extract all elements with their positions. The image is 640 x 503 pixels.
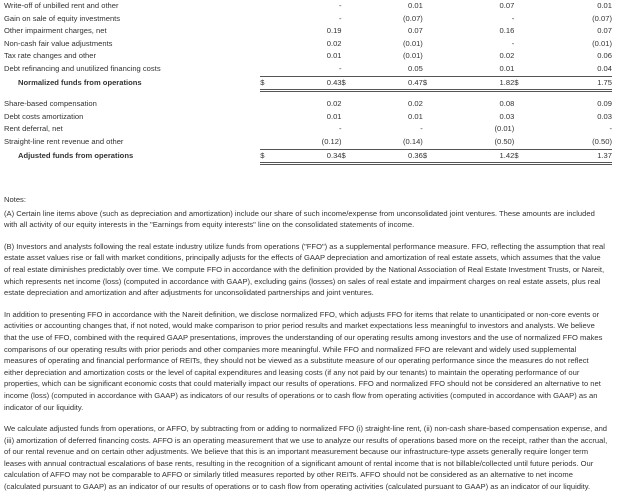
- currency-spacer: [514, 13, 524, 26]
- cell-value: 1.37: [524, 149, 612, 164]
- currency-spacer: [260, 98, 270, 111]
- currency-spacer: [342, 63, 352, 76]
- currency-spacer: [260, 38, 270, 51]
- currency-spacer: [423, 111, 433, 124]
- cell-value: -: [609, 124, 612, 134]
- cell-value: 0.06: [597, 51, 612, 61]
- currency-spacer: [342, 98, 352, 111]
- cell-value: -: [511, 38, 515, 48]
- table-block-2: [4, 98, 612, 149]
- table-row: [4, 63, 612, 76]
- cell-value: 0.36: [352, 149, 423, 164]
- currency-symbol: $: [423, 76, 433, 91]
- currency-spacer: [342, 136, 352, 149]
- table-row: [4, 111, 612, 124]
- cell-value: (0.07): [402, 13, 423, 23]
- currency-spacer: [342, 38, 352, 51]
- row-label: Debt costs amortization: [4, 111, 84, 121]
- cell-value: (0.01): [402, 51, 423, 61]
- currency-spacer: [260, 136, 270, 149]
- currency-spacer: [342, 0, 352, 13]
- currency-spacer: [342, 123, 352, 136]
- note-b: (B) Investors and analysts following the real estate industry utilize funds from operations ("FFO") as a supplemental performance measure. FFO, reflecting the assumption that real estate asset values rise or fall with market conditions, principally adjusts for the effects of GAAP depreciation and amortization of real estate assets, which assumes that the value of real estate diminishes predictably over time. We compute FFO in accordance with the definition provided by the National Association of Real Estate Investment Trusts, or Nareit, which represents net income (loss) (computed in accordance with GAAP), excluding gains (losses) on sales of real estate and impairment charges on real estate assets, plus real estate depreciation and amortization and after adjustments for unconsolidated partnerships and joint ventures.: [4, 241, 605, 298]
- currency-spacer: [342, 13, 352, 26]
- currency-spacer: [423, 136, 433, 149]
- table-row: [4, 0, 612, 13]
- currency-spacer: [260, 13, 270, 26]
- cell-value: 1.75: [524, 76, 612, 91]
- currency-symbol: $: [514, 149, 524, 164]
- cell-value: 0.16: [499, 26, 515, 36]
- cell-value: 0.08: [499, 99, 515, 109]
- currency-spacer: [514, 98, 524, 111]
- currency-spacer: [423, 63, 433, 76]
- cell-value: 0.07: [499, 1, 515, 10]
- cell-value: -: [511, 13, 515, 23]
- cell-value: 0.03: [597, 111, 612, 121]
- row-label: Adjusted funds from operations: [18, 151, 134, 161]
- cell-value: (0.01): [592, 38, 612, 48]
- currency-spacer: [423, 50, 433, 63]
- cell-value: 1.42: [433, 149, 514, 164]
- affo-total-row: [4, 149, 612, 164]
- currency-spacer: [423, 98, 433, 111]
- cell-value: (0.14): [402, 136, 423, 146]
- currency-symbol: $: [342, 76, 352, 91]
- currency-spacer: [260, 63, 270, 76]
- cell-value: 0.43: [270, 76, 341, 91]
- cell-value: 0.01: [499, 63, 515, 73]
- cell-value: -: [338, 124, 342, 134]
- table-row: [4, 123, 612, 136]
- currency-spacer: [342, 50, 352, 63]
- table-row: [4, 13, 612, 26]
- cell-value: -: [338, 63, 342, 73]
- notes-section: [4, 194, 608, 503]
- note-a: (A) Certain line items above (such as depreciation and amortization) include our share of such income/expense from unconsolidated joint ventures. These amounts are included with all activity of our equity interests in the "Earnings from equity interests" line on the consolidated statements of income.: [4, 208, 595, 230]
- currency-spacer: [423, 0, 433, 13]
- cell-value: 0.01: [326, 51, 342, 61]
- row-label: Rent deferral, net: [4, 124, 63, 134]
- cell-value: 0.02: [499, 51, 515, 61]
- normalized-ffo-total-row: [4, 76, 612, 91]
- cell-value: 0.34: [270, 149, 341, 164]
- currency-spacer: [423, 25, 433, 38]
- cell-value: 1.82: [433, 76, 514, 91]
- cell-value: 0.04: [597, 63, 612, 73]
- cell-value: -: [420, 124, 423, 134]
- table-row: [4, 25, 612, 38]
- currency-spacer: [514, 63, 524, 76]
- currency-spacer: [342, 25, 352, 38]
- currency-spacer: [260, 25, 270, 38]
- currency-spacer: [260, 123, 270, 136]
- cell-value: 0.02: [408, 99, 423, 109]
- currency-symbol: $: [260, 76, 270, 91]
- cell-value: (0.12): [321, 136, 342, 146]
- row-label: Straight-line rent revenue and other: [4, 137, 124, 147]
- table-row: [4, 98, 612, 111]
- cell-value: 0.03: [499, 111, 515, 121]
- row-label: Non-cash fair value adjustments: [4, 38, 113, 48]
- cell-value: (0.01): [402, 38, 423, 48]
- cell-value: -: [338, 13, 342, 23]
- currency-spacer: [514, 123, 524, 136]
- currency-spacer: [423, 13, 433, 26]
- currency-spacer: [514, 38, 524, 51]
- note-c: In addition to presenting FFO in accordance with the Nareit definition, we disclose normalized FFO, which adjusts FFO for items that relate to unanticipated or non-core events or activities or accounting changes that, if not noted, would make comparison to prior period results and market expectations less meaningful to investors and analysts. We believe that the use of FFO, combined with the required GAAP presentations, improves the understanding of our operating results among investors and the use of normalized FFO makes comparisons of our operating results with prior periods and other companies more meaningful. While FFO and normalized FFO are relevant and widely used supplemental measures of operating and financial performance of REITs, they should not be viewed as a substitute measure of our operating performance since the measures do not reflect either depreciation and amortization costs or the level of capital expenditures and leasing costs (if any not paid by our tenants) to maintain the operating performance of our properties, which can be significant economic costs that could materially impact our results of operations. FFO and normalized FFO should not be considered an alternative to net income (loss) (computed in accordance with GAAP) as indicators of our results of operations or to cash flow from operating activities (computed in accordance with GAAP) as an indicator of our liquidity.: [4, 309, 603, 412]
- currency-symbol: $: [342, 149, 352, 164]
- cell-value: -: [338, 1, 342, 10]
- currency-spacer: [342, 111, 352, 124]
- currency-spacer: [514, 0, 524, 13]
- cell-value: 0.19: [326, 26, 342, 36]
- row-label: Normalized funds from operations: [18, 78, 142, 88]
- currency-spacer: [260, 0, 270, 13]
- currency-spacer: [260, 111, 270, 124]
- cell-value: 0.07: [597, 26, 612, 36]
- cell-value: 0.02: [326, 38, 342, 48]
- table-row: [4, 136, 612, 149]
- currency-spacer: [514, 136, 524, 149]
- cell-value: (0.50): [592, 136, 612, 146]
- row-label: Gain on sale of equity investments: [4, 13, 121, 23]
- cell-value: 0.05: [408, 63, 423, 73]
- cell-value: 0.07: [408, 26, 423, 36]
- financial-statement-page: [4, 0, 636, 165]
- cell-value: (0.07): [592, 13, 612, 23]
- table-row: [4, 50, 612, 63]
- cell-value: (0.50): [494, 136, 515, 146]
- currency-symbol: $: [514, 76, 524, 91]
- currency-spacer: [423, 123, 433, 136]
- notes-heading: Notes:: [4, 195, 26, 204]
- currency-symbol: $: [260, 149, 270, 164]
- reconciliation-table: [4, 0, 612, 165]
- row-label: Other impairment charges, net: [4, 26, 107, 36]
- row-label: Share-based compensation: [4, 99, 97, 109]
- currency-spacer: [514, 25, 524, 38]
- cell-value: (0.01): [494, 124, 515, 134]
- cell-value: 0.02: [326, 99, 342, 109]
- currency-spacer: [514, 111, 524, 124]
- cell-value: 0.01: [408, 111, 423, 121]
- cell-value: 0.01: [408, 1, 423, 10]
- currency-symbol: $: [423, 149, 433, 164]
- table-block-1: [4, 0, 612, 76]
- table-row: [4, 38, 612, 51]
- currency-spacer: [260, 50, 270, 63]
- currency-spacer: [514, 50, 524, 63]
- row-label: Write-off of unbilled rent and other: [4, 1, 119, 10]
- cell-value: 0.01: [597, 1, 612, 10]
- row-label: Debt refinancing and unutilized financing costs: [4, 64, 161, 74]
- row-label: Tax rate changes and other: [4, 51, 97, 61]
- note-d: We calculate adjusted funds from operations, or AFFO, by subtracting from or adding to normalized FFO (i) straight-line rent, (ii) non-cash share-based compensation expense, and (iii) amortization of deferred financing costs. AFFO is an operating measurement that we use to analyze our results of operations based more on the receipt, rather than the accrual, of our rental revenue and on certain other adjustments. We believe that this is an important measurement because our infrastructure-type assets generally require longer term leases with annual contractual escalations of base rents, resulting in the recognition of a significant amount of rental income that is not billable/collected until future periods. Our calculation of AFFO may not be comparable to AFFO or similarly titled measures reported by other REITs. AFFO should not be considered as an alternative to net income (calculated pursuant to GAAP) as an indicator of our results of operations or to cash flow from operating activities (calculated pursuant to GAAP) as an indicator of our liquidity.: [4, 424, 608, 492]
- currency-spacer: [423, 38, 433, 51]
- cell-value: 0.09: [597, 99, 612, 109]
- cell-value: 0.47: [352, 76, 423, 91]
- cell-value: 0.01: [326, 111, 342, 121]
